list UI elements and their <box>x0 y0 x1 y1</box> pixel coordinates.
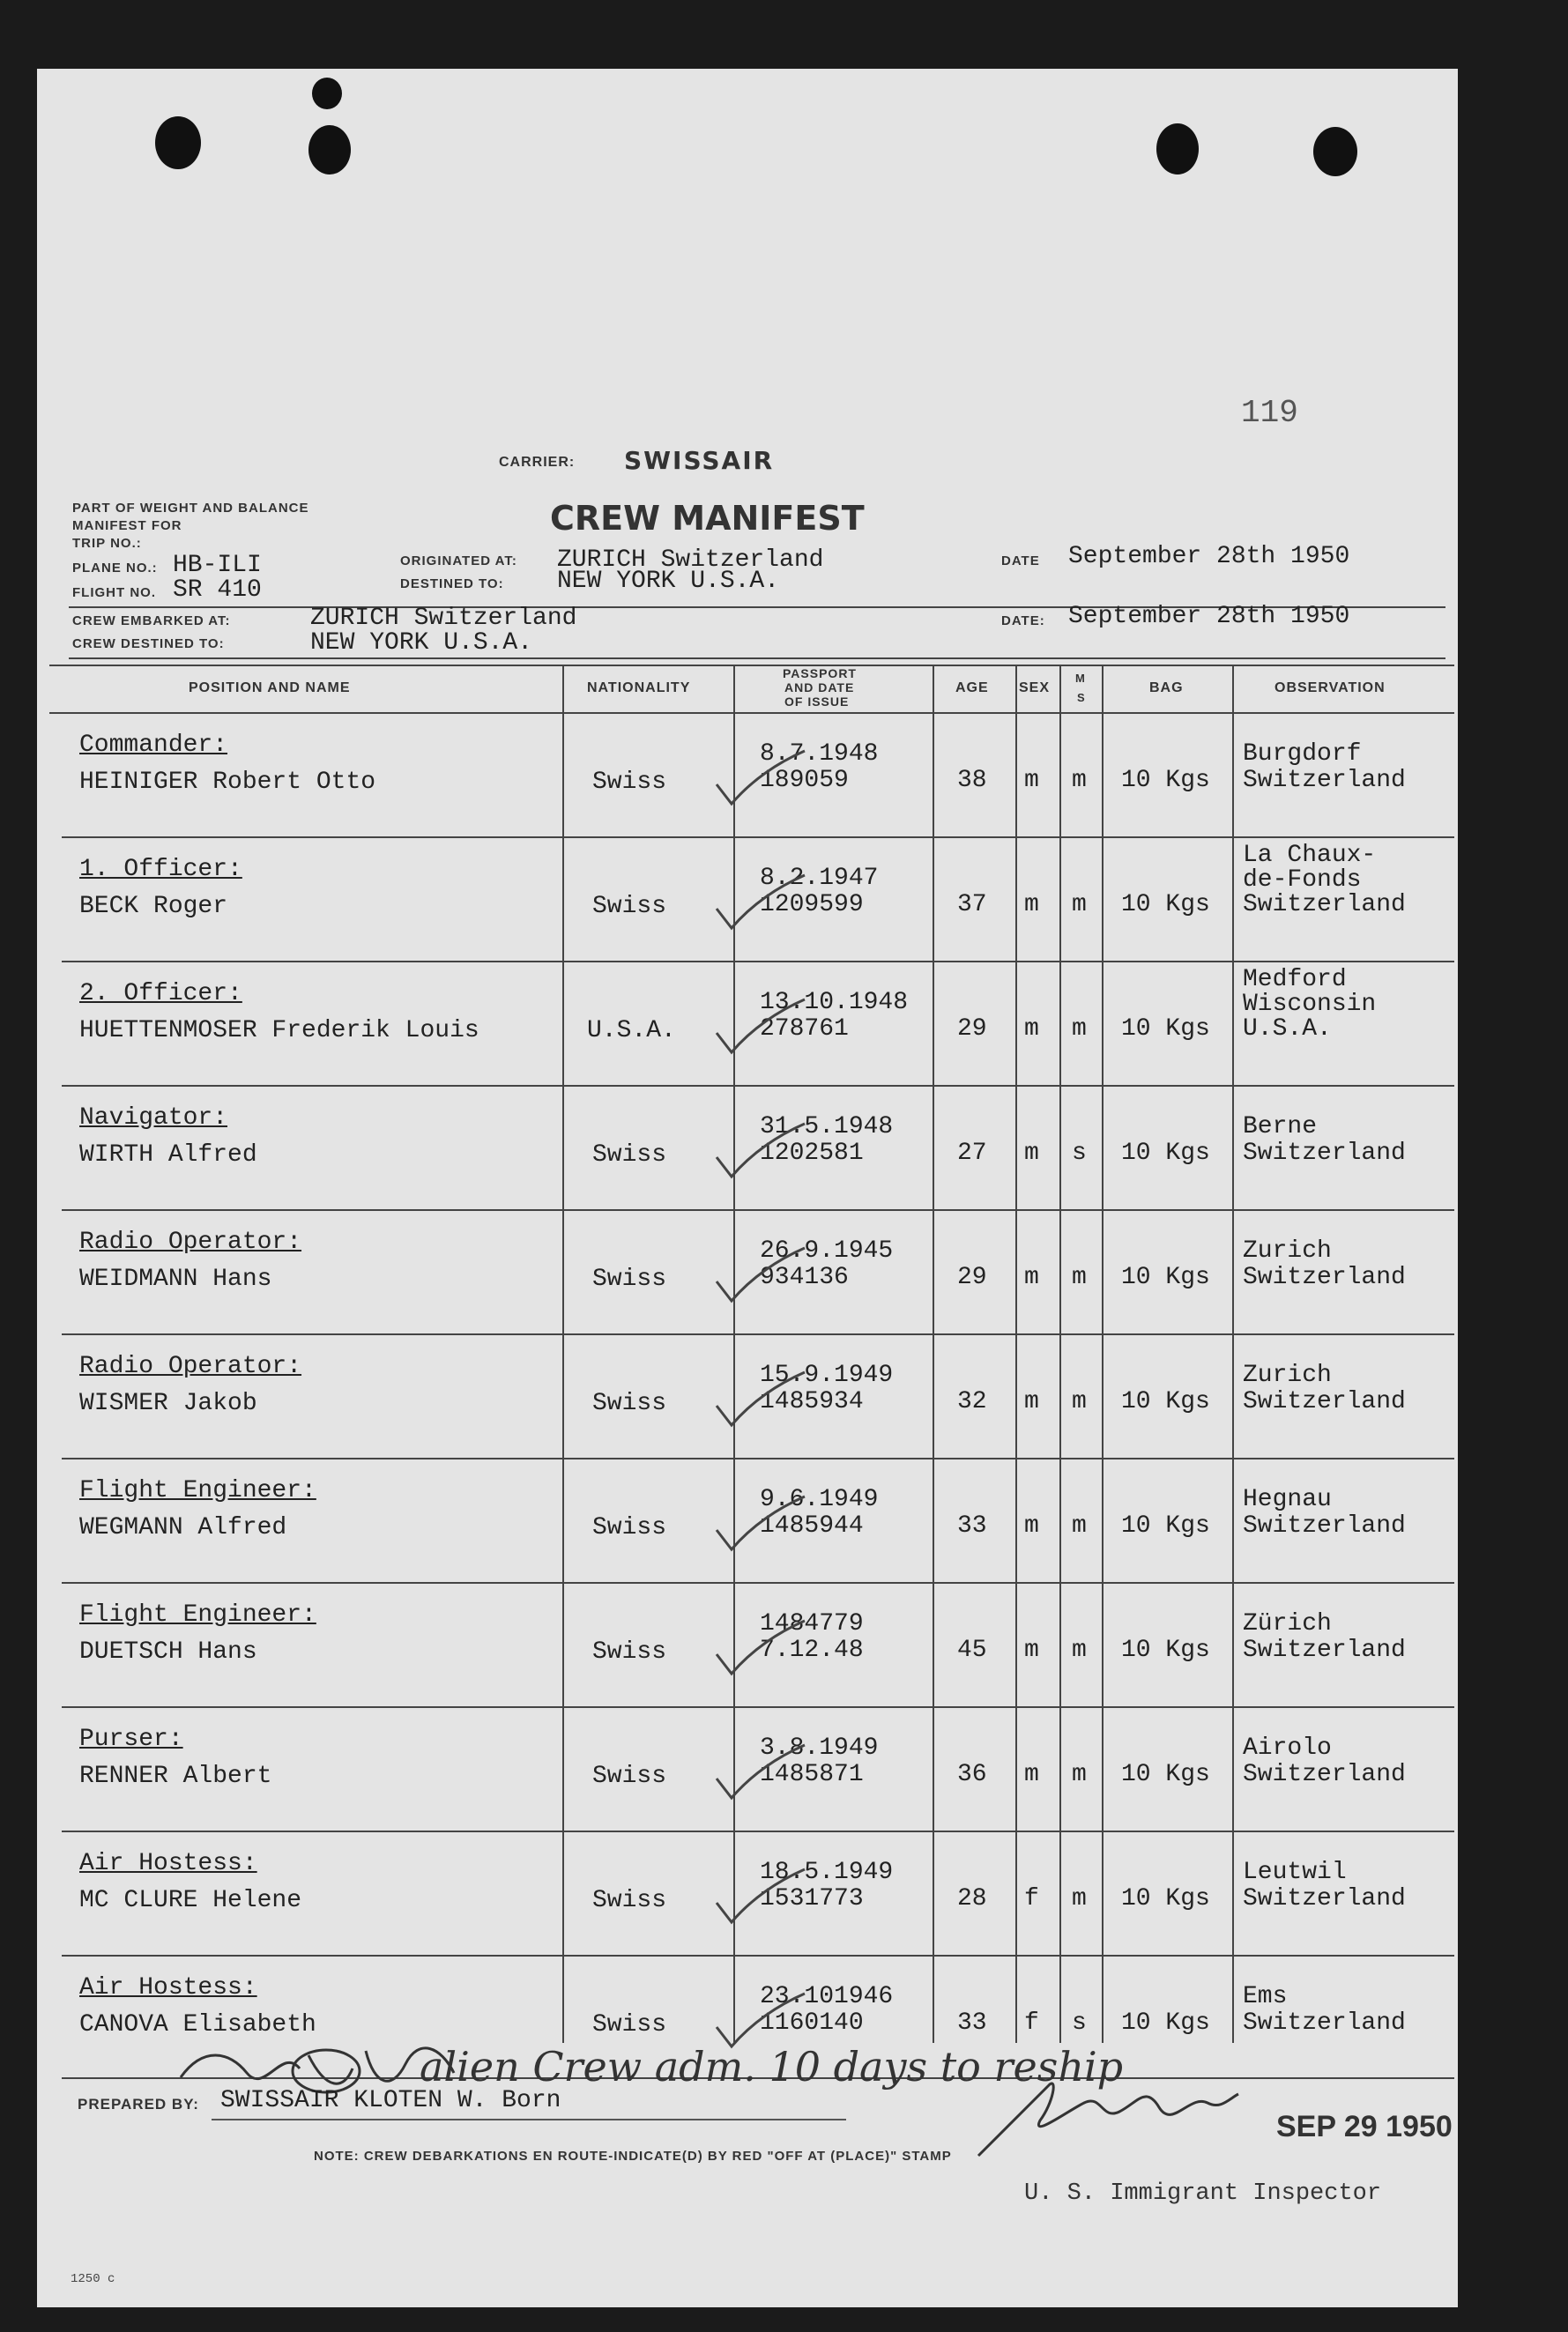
originated-value: ZURICH Switzerland <box>557 546 824 574</box>
crew-passport-line1: 3.8.1949 <box>760 1734 879 1762</box>
crew-sex: f <box>1024 2009 1039 2037</box>
check-mark-icon <box>712 1619 809 1681</box>
crew-age: 33 <box>957 2009 987 2037</box>
crew-position: Flight Engineer: <box>79 1477 316 1504</box>
crew-sex: m <box>1024 891 1039 918</box>
crew-observation-line2: Switzerland <box>1243 1637 1406 1664</box>
crew-baggage: 10 Kgs <box>1121 1885 1210 1912</box>
crew-passport-line2: 1485871 <box>760 1761 864 1788</box>
crew-marital-status: m <box>1072 1015 1087 1043</box>
crew-position: Radio Operator: <box>79 1229 302 1256</box>
prepared-label: PREPARED BY: <box>78 2096 199 2113</box>
crew-passport-line2: 1485944 <box>760 1512 864 1540</box>
crew-position: Flight Engineer: <box>79 1601 316 1629</box>
col-line-observation <box>1232 666 1234 2043</box>
crew-marital-status: m <box>1072 1388 1087 1415</box>
check-mark-icon <box>712 1122 809 1184</box>
page-number: 119 <box>1241 395 1298 431</box>
crew-observation-line1: Zurich <box>1243 1237 1332 1265</box>
crew-age: 33 <box>957 1512 987 1540</box>
col-line-age <box>933 666 934 2043</box>
crew-name: RENNER Albert <box>79 1763 272 1790</box>
crew-observation-line1: Medford <box>1243 966 1347 993</box>
part-of-line2: MANIFEST FOR <box>72 518 182 533</box>
crew-passport-line1: 9.6.1949 <box>760 1486 879 1513</box>
crew-baggage: 10 Kgs <box>1121 1140 1210 1167</box>
crew-observation-line1: Burgdorf <box>1243 740 1362 768</box>
crew-observation-line3: Switzerland <box>1243 891 1406 918</box>
crew-embarked-label: CREW EMBARKED AT: <box>72 613 231 628</box>
row-divider <box>62 1831 1454 1832</box>
row-divider <box>62 1085 1454 1087</box>
crew-sex: m <box>1024 1140 1039 1167</box>
crew-position: Air Hostess: <box>79 1850 257 1877</box>
crew-sex: m <box>1024 1512 1039 1540</box>
crew-name: WISMER Jakob <box>79 1390 257 1417</box>
crew-passport-line2: 1209599 <box>760 891 864 918</box>
crew-observation-line2: Switzerland <box>1243 2009 1406 2037</box>
crew-nationality: Swiss <box>592 893 667 920</box>
crew-baggage: 10 Kgs <box>1121 1512 1210 1540</box>
check-mark-icon <box>712 1743 809 1805</box>
divider <box>49 665 1454 666</box>
crew-passport-line1: 8.7.1948 <box>760 740 879 768</box>
crew-age: 37 <box>957 891 987 918</box>
crew-age: 36 <box>957 1761 987 1788</box>
crew-name: HEINIGER Robert Otto <box>79 769 376 796</box>
header-ms: S <box>1077 691 1086 704</box>
crew-age: 28 <box>957 1885 987 1912</box>
row-divider <box>62 1458 1454 1459</box>
crew-destined-label: CREW DESTINED TO: <box>72 636 225 651</box>
crew-marital-status: m <box>1072 1761 1087 1788</box>
crew-marital-status: m <box>1072 1512 1087 1540</box>
check-mark-icon <box>712 1246 809 1308</box>
crew-passport-line1: 31.5.1948 <box>760 1113 894 1140</box>
crew-observation-line1: Zurich <box>1243 1362 1332 1389</box>
crew-nationality: Swiss <box>592 1887 667 1914</box>
crew-name: MC CLURE Helene <box>79 1887 302 1914</box>
crew-observation-line2: de-Fonds <box>1243 866 1362 894</box>
header-bag: BAG <box>1149 680 1184 695</box>
crew-observation-line1: La Chaux- <box>1243 842 1377 869</box>
crew-nationality: Swiss <box>592 1638 667 1666</box>
punch-hole <box>308 125 351 175</box>
crew-observation-line2: Switzerland <box>1243 767 1406 794</box>
plane-value: HB-ILI <box>173 552 262 579</box>
crew-name: WEIDMANN Hans <box>79 1266 272 1293</box>
date-value: September 28th 1950 <box>1068 543 1350 570</box>
crew-observation-line1: Zürich <box>1243 1610 1332 1638</box>
header-bottom-line <box>49 712 1454 714</box>
crew-nationality: Swiss <box>592 1514 667 1541</box>
crew-passport-line1: 8.2.1947 <box>760 865 879 892</box>
check-mark-icon <box>712 1868 809 1929</box>
crew-nationality: Swiss <box>592 2011 667 2039</box>
crew-marital-status: m <box>1072 1637 1087 1664</box>
check-mark-icon <box>712 998 809 1059</box>
date-label: DATE <box>1001 553 1040 568</box>
crew-observation-line2: Switzerland <box>1243 1885 1406 1912</box>
crew-observation-line3: U.S.A. <box>1243 1015 1332 1043</box>
crew-name: DUETSCH Hans <box>79 1638 257 1666</box>
crew-passport-line2: 934136 <box>760 1264 849 1291</box>
crew-name: BECK Roger <box>79 893 228 920</box>
crew-passport-line2: 189059 <box>760 767 849 794</box>
crew-position: Commander: <box>79 732 228 759</box>
header-position: POSITION AND NAME <box>189 680 351 695</box>
handwritten-note: alien Crew adm. 10 days to reship <box>420 2043 1124 2091</box>
crew-passport-line1: 15.9.1949 <box>760 1362 894 1389</box>
crew-passport-line2: 1485934 <box>760 1388 864 1415</box>
crew-observation-line1: Berne <box>1243 1113 1318 1140</box>
check-mark-icon <box>712 1370 809 1432</box>
crew-age: 45 <box>957 1637 987 1664</box>
col-line-sex <box>1015 666 1017 2043</box>
crew-position: Radio Operator: <box>79 1353 302 1380</box>
crew-passport-line1: 1484779 <box>760 1610 864 1638</box>
crew-passport-line1: 13.10.1948 <box>760 989 909 1016</box>
destined-value: NEW YORK U.S.A. <box>557 568 780 595</box>
crew-observation-line1: Airolo <box>1243 1734 1332 1762</box>
crew-baggage: 10 Kgs <box>1121 1761 1210 1788</box>
inspector-signature <box>970 2068 1243 2169</box>
row-divider <box>62 1706 1454 1708</box>
col-line-ms <box>1059 666 1061 2043</box>
flight-label: FLIGHT NO. <box>72 585 156 600</box>
crew-age: 27 <box>957 1140 987 1167</box>
date2-value: September 28th 1950 <box>1068 603 1350 630</box>
crew-baggage: 10 Kgs <box>1121 2009 1210 2037</box>
crew-observation-line1: Hegnau <box>1243 1486 1332 1513</box>
carrier-name: SWISSAIR <box>624 446 775 475</box>
flight-value: SR 410 <box>173 576 262 604</box>
crew-marital-status: m <box>1072 767 1087 794</box>
crew-sex: m <box>1024 1388 1039 1415</box>
header-passport: OF ISSUE <box>784 694 850 709</box>
crew-observation-line2: Switzerland <box>1243 1761 1406 1788</box>
row-divider <box>62 961 1454 962</box>
date-stamp: SEP 29 1950 <box>1276 2110 1453 2143</box>
crew-marital-status: m <box>1072 1885 1087 1912</box>
crew-name: HUETTENMOSER Frederik Louis <box>79 1017 479 1044</box>
footer-note: NOTE: CREW DEBARKATIONS EN ROUTE-INDICATE(D) BY RED "OFF AT (PLACE)" STAMP <box>314 2149 952 2164</box>
crew-baggage: 10 Kgs <box>1121 1264 1210 1291</box>
crew-position: Air Hostess: <box>79 1974 257 2002</box>
crew-passport-line2: 1531773 <box>760 1885 864 1912</box>
crew-nationality: Swiss <box>592 769 667 796</box>
destined-label: DESTINED TO: <box>400 576 504 591</box>
crew-sex: m <box>1024 1015 1039 1043</box>
crew-sex: m <box>1024 767 1039 794</box>
crew-position: 1. Officer: <box>79 856 242 883</box>
header-age: AGE <box>955 680 989 695</box>
crew-embarked-value: ZURICH Switzerland <box>310 605 577 632</box>
header-observation: OBSERVATION <box>1274 680 1386 695</box>
crew-observation-line2: Switzerland <box>1243 1140 1406 1167</box>
inspector-title: U. S. Immigrant Inspector <box>1024 2180 1382 2207</box>
crew-name: WEGMANN Alfred <box>79 1514 287 1541</box>
crew-observation-line1: Ems <box>1243 1983 1288 2010</box>
crew-passport-line2: 7.12.48 <box>760 1637 864 1664</box>
row-divider <box>62 1209 1454 1211</box>
page-title: CREW MANIFEST <box>550 499 865 538</box>
crew-observation-line1: Leutwil <box>1243 1859 1347 1886</box>
header-sex: SEX <box>1019 680 1051 695</box>
crew-observation-line2: Switzerland <box>1243 1264 1406 1291</box>
row-divider <box>62 836 1454 838</box>
crew-sex: m <box>1024 1264 1039 1291</box>
punch-hole <box>1313 127 1357 176</box>
row-divider <box>62 1333 1454 1335</box>
crew-baggage: 10 Kgs <box>1121 1015 1210 1043</box>
form-code: 1250 c <box>71 2272 115 2286</box>
check-mark-icon <box>712 1495 809 1556</box>
crew-baggage: 10 Kgs <box>1121 1388 1210 1415</box>
prepared-value: SWISSAIR KLOTEN W. Born <box>220 2087 561 2114</box>
part-of-line1: PART OF WEIGHT AND BALANCE <box>72 501 309 516</box>
crew-age: 32 <box>957 1388 987 1415</box>
crew-name: CANOVA Elisabeth <box>79 2011 316 2039</box>
crew-passport-line1: 26.9.1945 <box>760 1237 894 1265</box>
crew-passport-line1: 23.101946 <box>760 1983 894 2010</box>
carrier-label: CARRIER: <box>499 455 576 470</box>
prepared-underline <box>212 2119 846 2120</box>
crew-observation-line2: Wisconsin <box>1243 991 1377 1018</box>
check-mark-icon <box>712 873 809 935</box>
divider <box>69 657 1445 659</box>
crew-sex: f <box>1024 1885 1039 1912</box>
crew-sex: m <box>1024 1761 1039 1788</box>
crew-position: 2. Officer: <box>79 980 242 1007</box>
crew-sex: m <box>1024 1637 1039 1664</box>
header-ms: M <box>1075 672 1086 685</box>
crew-passport-line1: 18.5.1949 <box>760 1859 894 1886</box>
header-passport: AND DATE <box>784 680 855 694</box>
crew-marital-status: m <box>1072 891 1087 918</box>
col-line-nationality <box>562 666 564 2043</box>
crew-observation-line2: Switzerland <box>1243 1512 1406 1540</box>
crew-age: 29 <box>957 1264 987 1291</box>
crew-position: Purser: <box>79 1726 183 1753</box>
crew-baggage: 10 Kgs <box>1121 891 1210 918</box>
crew-marital-status: s <box>1072 2009 1087 2037</box>
punch-hole <box>1156 123 1199 175</box>
crew-passport-line2: 278761 <box>760 1015 849 1043</box>
crew-position: Navigator: <box>79 1104 228 1132</box>
punch-hole <box>312 78 342 109</box>
crew-age: 29 <box>957 1015 987 1043</box>
crew-name: WIRTH Alfred <box>79 1141 257 1169</box>
check-mark-icon <box>712 749 809 811</box>
date2-label: DATE: <box>1001 613 1045 628</box>
crew-passport-line2: 1160140 <box>760 2009 864 2037</box>
plane-label: PLANE NO.: <box>72 561 158 576</box>
punch-hole <box>155 116 201 169</box>
crew-nationality: U.S.A. <box>587 1017 676 1044</box>
crew-baggage: 10 Kgs <box>1121 767 1210 794</box>
crew-marital-status: m <box>1072 1264 1087 1291</box>
header-nationality: NATIONALITY <box>587 680 691 695</box>
crew-marital-status: s <box>1072 1140 1087 1167</box>
originated-label: ORIGINATED AT: <box>400 553 517 568</box>
trip-label: TRIP NO.: <box>72 536 142 551</box>
row-divider <box>62 1955 1454 1957</box>
row-divider <box>62 1582 1454 1584</box>
crew-nationality: Swiss <box>592 1390 667 1417</box>
crew-nationality: Swiss <box>592 1266 667 1293</box>
crew-nationality: Swiss <box>592 1763 667 1790</box>
crew-destined-value: NEW YORK U.S.A. <box>310 629 533 657</box>
crew-baggage: 10 Kgs <box>1121 1637 1210 1664</box>
header-passport: PASSPORT <box>783 666 857 680</box>
crew-observation-line2: Switzerland <box>1243 1388 1406 1415</box>
col-line-bag <box>1102 666 1104 2043</box>
crew-passport-line2: 1202581 <box>760 1140 864 1167</box>
crew-nationality: Swiss <box>592 1141 667 1169</box>
crew-age: 38 <box>957 767 987 794</box>
